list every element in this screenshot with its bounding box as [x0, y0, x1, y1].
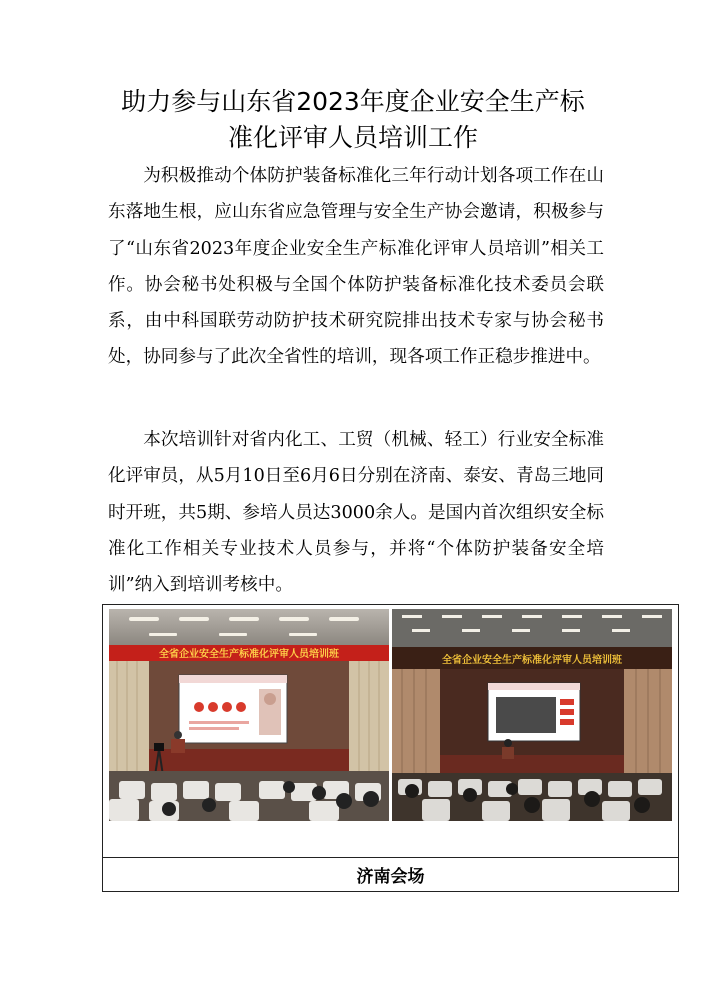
- title-line-2: 准化评审人员培训工作: [227, 123, 478, 152]
- banner-text-left: 全省企业安全生产标准化评审人员培训班: [159, 649, 339, 660]
- document-title: [60, 84, 646, 156]
- photo-table: [102, 604, 679, 892]
- venue-photo-right: [392, 609, 672, 821]
- banner-text-right: 全省企业安全生产标准化评审人员培训班: [442, 655, 622, 666]
- photo-caption: 济南会场: [356, 867, 425, 887]
- paragraph-1: 为积极推动个体防护装备标准化三年行动计划各项工作在山东落地生根，应山东省应急管理与安全生产协会邀请，积极参与了“山东省2023年度企业安全生产标准化评审人员培训”相关工作。协会秘书处积极与全国个体防护装备标准化技术委员会联系，由中科国联劳动防护技术研究院排出技术专家与协会秘书处，协同参与了此次全省性的培训，现各项工作正稳步推进中。: [108, 166, 604, 368]
- paragraph-2: 本次培训针对省内化工、工贸（机械、轻工）行业安全标准化评审员，从5月10日至6月6日分别在济南、泰安、青岛三地同时开班，共5期、参培人员达3000余人。是国内首次组织安全标准化工作相关专业技术人员参与，并将“个体防护装备安全培训”纳入到培训考核中。: [108, 430, 604, 596]
- title-line-1: 助力参与山东省2023年度企业安全生产标: [121, 87, 585, 116]
- photo-row: [103, 605, 678, 858]
- venue-photo-left: [109, 609, 389, 821]
